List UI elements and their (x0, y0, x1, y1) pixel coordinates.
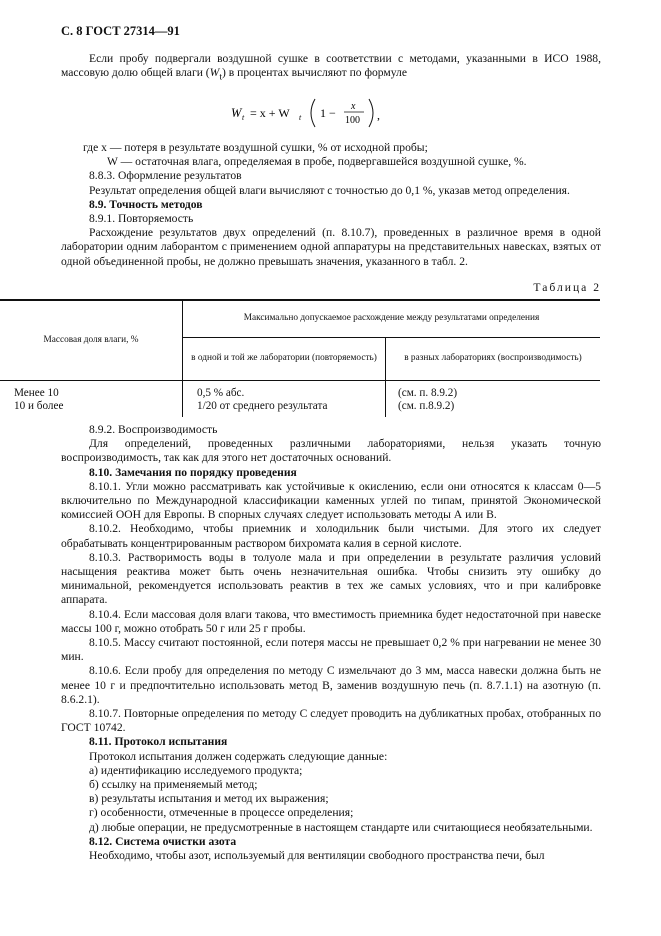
paragraph-8-10-2: 8.10.2. Необходимо, чтобы приемник и холодильник были чистыми. Для этого их следует обрабатывать концентрированным раствором бихромата калия в серной кислоте. (61, 522, 601, 550)
list-item: б) ссылку на применяемый метод; (89, 778, 258, 792)
table-header-col2: в одной и той же лаборатории (повторяемость) (183, 337, 386, 380)
page-header: С. 8 ГОСТ 27314—91 (61, 24, 180, 38)
table-header-col1: Массовая доля влаги, % (0, 300, 183, 381)
paragraph-8-9-1: Расхождение результатов двух определений (п. 8.10.7), проведенных в различное время в одной лаборатории одним лаборантом с применением одной аппаратуры на представительных навесках, взятых от одной объединенной пробы, не должно превышать значения, указанного в табл. 2. (61, 226, 601, 268)
document-page (14, 24, 601, 863)
formula-total-moisture (61, 93, 601, 131)
table-row-col3: (см. п. 8.9.2) (см. п.8.9.2) (386, 380, 601, 417)
table-header-group: Максимально допускаемое расхождение между результатами определения (183, 300, 601, 338)
paragraph-8-10-6: 8.10.6. Если пробу для определения по методу С измельчают до 3 мм, масса навески должна быть не менее 10 г и предпочтительно использовать метод В, заменив воздушную печь (п. 8.7.1.1) на азотную (п. 8.6.2.1). (61, 664, 601, 706)
svg-text:= x + W: = x + W (250, 105, 290, 120)
svg-text:t: t (299, 112, 302, 122)
paragraph-8-10-4: 8.10.4. Если массовая доля влаги такова, что вместимость приемника будет недостаточной при навеске массы 100 г, можно отобрать 50 г или 25 г пробы. (61, 607, 601, 635)
list-item: а) идентификацию исследуемого продукта; (89, 763, 303, 777)
list-item: д) любые операции, не предусмотренные в настоящем стандарте или считающиеся необязательными. (89, 820, 593, 834)
section-8-11-title: 8.11. Протокол испытания (89, 735, 228, 749)
where-x: где x — потеря в результате воздушной сушки, % от исходной пробы; (83, 140, 428, 154)
paragraph-8-10-5: 8.10.5. Массу считают постоянной, если потеря массы не превышает 0,2 % при нагревании не менее 30 мин. (61, 636, 601, 664)
section-8-12-title: 8.12. Система очистки азота (89, 834, 237, 848)
section-8-8-3-title: 8.8.3. Оформление результатов (89, 169, 242, 183)
section-8-9-title: 8.9. Точность методов (89, 197, 203, 211)
paragraph-8-10-3: 8.10.3. Растворимость воды в толуоле мала и при определении в результате различия условий насыщения реактива может быть очень незначительная ошибка. Чтобы снизить эту ошибку до минимальной, рекомендуется использовать реактив в тех же самых условиях, что и при калибровке аппарата. (61, 550, 601, 607)
list-item: в) результаты испытания и метод их выражения; (89, 792, 329, 806)
svg-text:100: 100 (345, 114, 360, 126)
table-header-col3: в разных лабораториях (воспроизводимость) (386, 337, 601, 380)
table-row-col2: 0,5 % абс. 1/20 от среднего результата (183, 380, 386, 417)
svg-text:x: x (351, 100, 356, 112)
table-2 (0, 299, 600, 417)
svg-text:t: t (242, 112, 245, 122)
paragraph-intro: Если пробу подвергали воздушной сушке в соответствии с методами, указанными в ИСО 1988, массовую долю общей влаги $(W_t)$ в процентах вычисляют по формуле (61, 52, 601, 83)
svg-text:W: W (231, 105, 242, 120)
section-8-9-2-title: 8.9.2. Воспроизводимость (89, 422, 218, 436)
paragraph-8-12: Необходимо, чтобы азот, используемый для вентиляции свободного пространства печи, был (89, 849, 545, 863)
paragraph-8-8-3: Результат определения общей влаги вычисляют с точностью до 0,1 %, указав метод определения. (89, 183, 570, 197)
section-8-9-1-title: 8.9.1. Повторяемость (89, 211, 194, 225)
list-item: г) особенности, отмеченные в процессе определения; (89, 806, 354, 820)
where-w: W — остаточная влага, определяемая в пробе, подвергавшейся воздушной сушке, %. (107, 155, 527, 169)
section-8-10-title: 8.10. Замечания по порядку проведения (89, 465, 297, 479)
table-row-col1: Менее 10 10 и более (0, 380, 183, 417)
table-caption: Таблица 2 (533, 280, 601, 294)
paragraph-8-10-7: 8.10.7. Повторные определения по методу С следует проводить на дубликатных пробах, отобранных по ГОСТ 10742. (61, 707, 601, 735)
paragraph-8-11: Протокол испытания должен содержать следующие данные: (89, 749, 388, 763)
paragraph-8-10-1: 8.10.1. Угли можно рассматривать как устойчивые к окислению, если они относятся к классам 0—5 включительно по Международной классификации каменных углей по типам, принятой Экономической комиссией ООН для Европы. В спорных случаях следует использовать методы А или В. (61, 479, 601, 522)
paragraph-8-9-2: Для определений, проведенных различными лабораториями, нельзя указать точную воспроизводимость, так как для этого нет достаточных оснований. (61, 437, 601, 465)
formula-graphic (231, 93, 391, 131)
svg-text:1 −: 1 − (320, 105, 336, 120)
svg-text:,: , (377, 107, 380, 122)
